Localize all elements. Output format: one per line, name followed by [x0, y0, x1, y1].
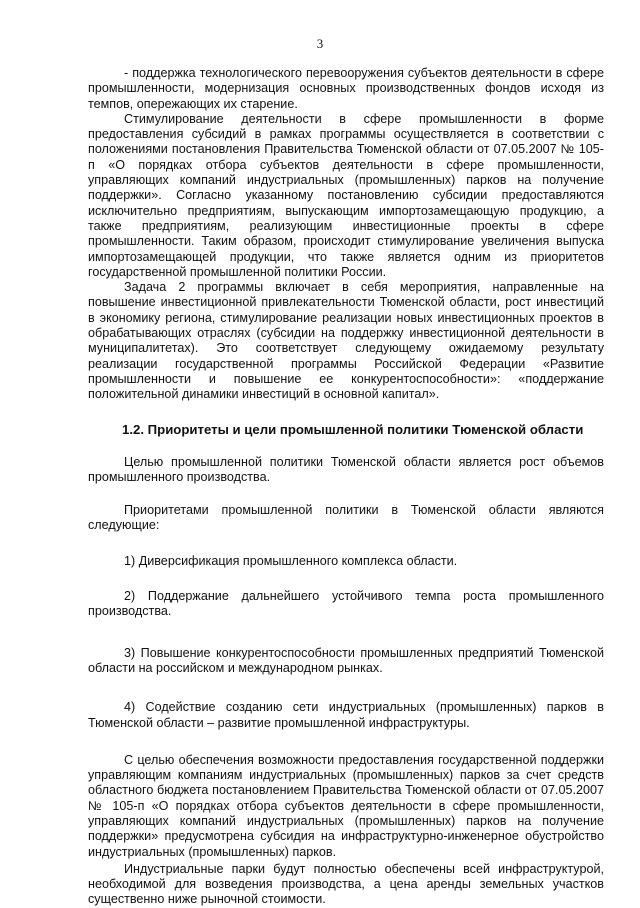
- priorities-intro: Приоритетами промышленной политики в Тюменской области являются следующие:: [88, 503, 604, 533]
- priority-item-3: 3) Повышение конкурентоспособности промышленных предприятий Тюменской области на российском и международном рынках.: [88, 645, 604, 675]
- paragraph-task-2: Задача 2 программы включает в себя мероприятия, направленные на повышение инвестиционной привлекательности Тюменской области, рост инвестиций в экономику региона, стимулирование реализации новых инвестиционных проектов в обрабатывающих отраслях (субсидии на поддержку инвестиционной деятельности в муниципалитетах). Это соответствует следующему ожидаемому результату реализации государственной программы Российской Федерации «Развитие промышленности и повышение ее конкурентоспособности»: «поддержание положительной динамики инвестиций в основной капитал».: [88, 280, 604, 402]
- paragraph-industrial-parks: Индустриальные парки будут полностью обеспечены всей инфраструктурой, необходимой для возведения производства, а цена аренды земельных участков существенно ниже рыночной стоимости.: [88, 861, 604, 907]
- priority-item-4: 4) Содействие созданию сети индустриальных (промышленных) парков в Тюменской области – развитие промышленной инфраструктуры.: [88, 700, 604, 730]
- paragraph-infrastructure-subsidy: С целью обеспечения возможности предоставления государственной поддержки управляющим компаниям индустриальных (промышленных) парков за счет средств областного бюджета постановлением Правительства Тюменской области от 07.05.2007 № 105-п «О порядках отбора субъектов деятельности в сфере промышленности, управляющих компаний индустриальных (промышленных) парков на получение поддержки» предусмотрена субсидия на инфраструктурно-инженерное обустройство индустриальных (промышленных) парков.: [88, 752, 604, 859]
- priority-item-1: 1) Диверсификация промышленного комплекса области.: [124, 553, 458, 568]
- priority-item-2: 2) Поддержание дальнейшего устойчивого темпа роста промышленного производства.: [88, 589, 604, 619]
- paragraph-modernization: - поддержка технологического перевооружения субъектов деятельности в сфере промышленности, модернизация основных производственных фондов исходя из темпов, опережающих их старение.: [88, 66, 604, 111]
- section-heading: 1.2. Приоритеты и цели промышленной политики Тюменской области: [122, 421, 584, 437]
- page-body: [88, 66, 604, 908]
- paragraph-subsidies: Стимулирование деятельности в сфере промышленности в форме предоставления субсидий в рамках программы осуществляется в соответствии с положениями постановления Правительства Тюменской области от 07.05.2007 № 105-п «О порядках отбора субъектов деятельности в сфере промышленности, управляющих компаний индустриальных (промышленных) парков на получение поддержки». Согласно указанному постановлению субсидии предоставляются исключительно предприятиям, выпускающим импортозамещающую продукцию, а также предприятиям, реализующим инвестиционные проекты в сфере промышленности. Таким образом, происходит стимулирование увеличения выпуска импортозамещающей продукции, что также является одним из приоритетов государственной промышленной политики России.: [88, 111, 604, 279]
- goal-paragraph: Целью промышленной политики Тюменской области является рост объемов промышленного производства.: [88, 454, 604, 484]
- page-number: 3: [316, 36, 324, 51]
